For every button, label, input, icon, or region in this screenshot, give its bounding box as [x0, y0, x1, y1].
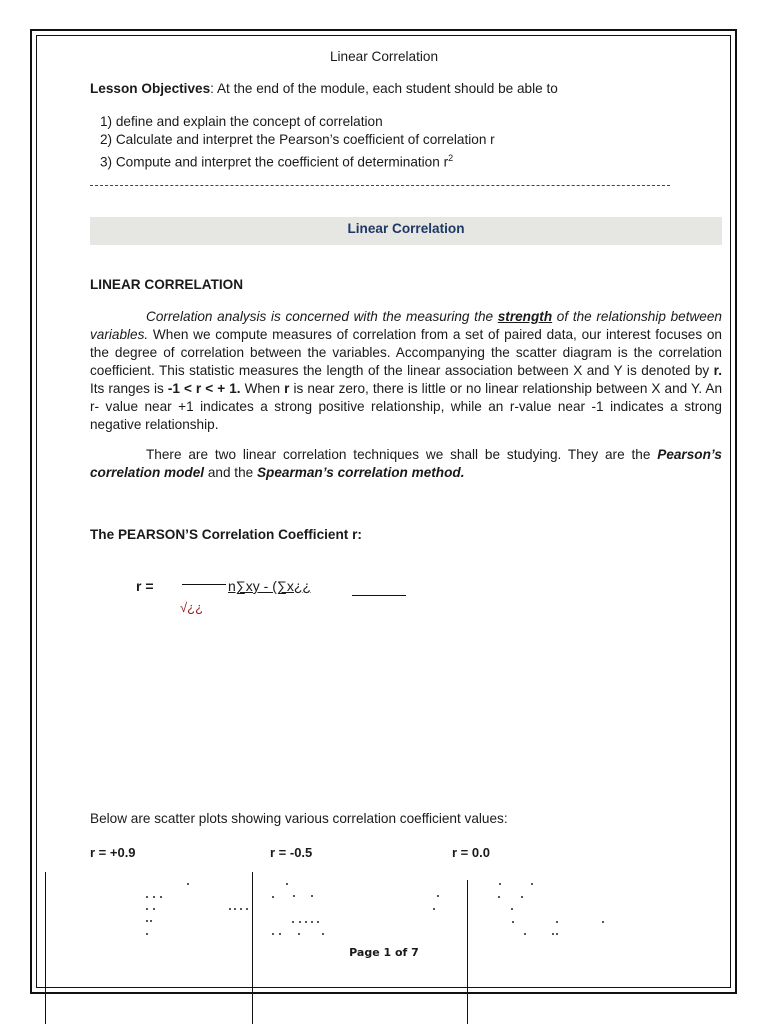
scatter-dot — [531, 883, 533, 885]
scatter-dot — [298, 933, 300, 935]
scatter-dot — [311, 921, 313, 923]
paragraph-correlation: Correlation analysis is concerned with the measuring the strength of the relationship between variables. When we compute measures of correlation from a set of paired data, our interest focuses on the degree of correlation between the variables. Accompanying the scatter diagram is the correlation coefficient. This statistic measures the length of the linear association between X and Y is denoted by r. Its ranges is -1 < r < + 1. When r is near zero, there is little or no linear relationship between X and Y. An r- value near +1 indicates a strong positive relationship, while an r-value near -1 indicates a strong negative relationship. — [90, 309, 723, 432]
scatter-dot — [293, 895, 295, 897]
page-number: Page 1 of 7 — [349, 946, 419, 959]
page-border-inner — [36, 35, 731, 988]
scatter-dot — [556, 921, 558, 923]
scatter-dot — [292, 921, 294, 923]
objective-item: 3) Compute and interpret the coefficient of determination $r^2$ — [100, 153, 454, 170]
scatter-label-zero: r = 0.0 — [452, 845, 490, 860]
lesson-objectives — [90, 80, 558, 97]
dashed-separator — [90, 185, 670, 186]
objectives-intro: : At the end of the module, each student should be able to — [210, 81, 558, 96]
scatter-dot — [153, 896, 155, 898]
objectives-label: Lesson Objectives — [90, 81, 211, 96]
scatter-dot — [602, 921, 604, 923]
scatter-label-positive: r = +0.9 — [90, 845, 136, 860]
scatter-dot — [187, 883, 189, 885]
scatter-dot — [146, 896, 148, 898]
scatter-dot — [433, 908, 435, 910]
scatter-dot — [146, 908, 148, 910]
superscript-two: 2 — [448, 153, 454, 163]
banner-title: Linear Correlation — [347, 221, 465, 236]
scatter-dot — [146, 920, 148, 922]
spearman-method: Spearman’s correlation method. — [256, 465, 465, 480]
scatter-dot — [229, 908, 231, 910]
scatter-dot — [240, 908, 242, 910]
scatter-dot — [299, 921, 301, 923]
scatter-dot — [146, 933, 148, 935]
scatter-dot — [272, 896, 274, 898]
scatter-dot — [437, 895, 439, 897]
scatter-dot — [317, 921, 319, 923]
scatter-dot — [511, 908, 513, 910]
formula-underline-tail — [352, 595, 406, 596]
strength-word: strength — [497, 309, 553, 324]
formula-denominator: √¿¿ — [180, 600, 204, 615]
scatter-dot — [322, 933, 324, 935]
scatter-dot — [556, 933, 558, 935]
scatter-dot — [234, 908, 236, 910]
objective-item: 1) define and explain the concept of correlation — [100, 114, 383, 129]
scatter-dot — [311, 895, 313, 897]
scatter-dot — [552, 933, 554, 935]
formula-underline — [182, 584, 226, 585]
scatter-dot — [150, 920, 152, 922]
section-heading: LINEAR CORRELATION — [90, 277, 244, 292]
scatter-dot — [521, 896, 523, 898]
scatter-dot — [160, 896, 162, 898]
range-expression: -1 < r < + 1. — [167, 381, 241, 396]
scatter-dot — [305, 921, 307, 923]
scatter-dot — [279, 933, 281, 935]
scatter-dot — [499, 883, 501, 885]
scatter-dot — [153, 908, 155, 910]
paragraph-techniques: There are two linear correlation techniques we shall be studying. They are the Pearson’s correlation model and the Spearman’s correlation method. — [90, 447, 722, 480]
pearson-model: Pearson’s correlation model — [90, 447, 722, 480]
pearson-heading: The PEARSON’S Correlation Coefficient r: — [90, 527, 362, 542]
formula-lhs: r = — [136, 578, 154, 594]
scatter-dot — [286, 883, 288, 885]
scatter-intro: Below are scatter plots showing various correlation coefficient values: — [90, 811, 508, 826]
scatter-dot — [272, 933, 274, 935]
scatter-dot — [524, 933, 526, 935]
scatter-label-negative: r = -0.5 — [270, 845, 313, 860]
formula-numerator: n∑xy - (∑x¿¿ — [228, 578, 311, 594]
document-title: Linear Correlation — [329, 49, 439, 64]
scatter-dot — [512, 921, 514, 923]
objectives-list — [100, 113, 495, 172]
scatter-dot — [246, 908, 248, 910]
scatter-dot — [498, 896, 500, 898]
objective-item: 2) Calculate and interpret the Pearson’s coefficient of correlation r — [100, 132, 495, 147]
